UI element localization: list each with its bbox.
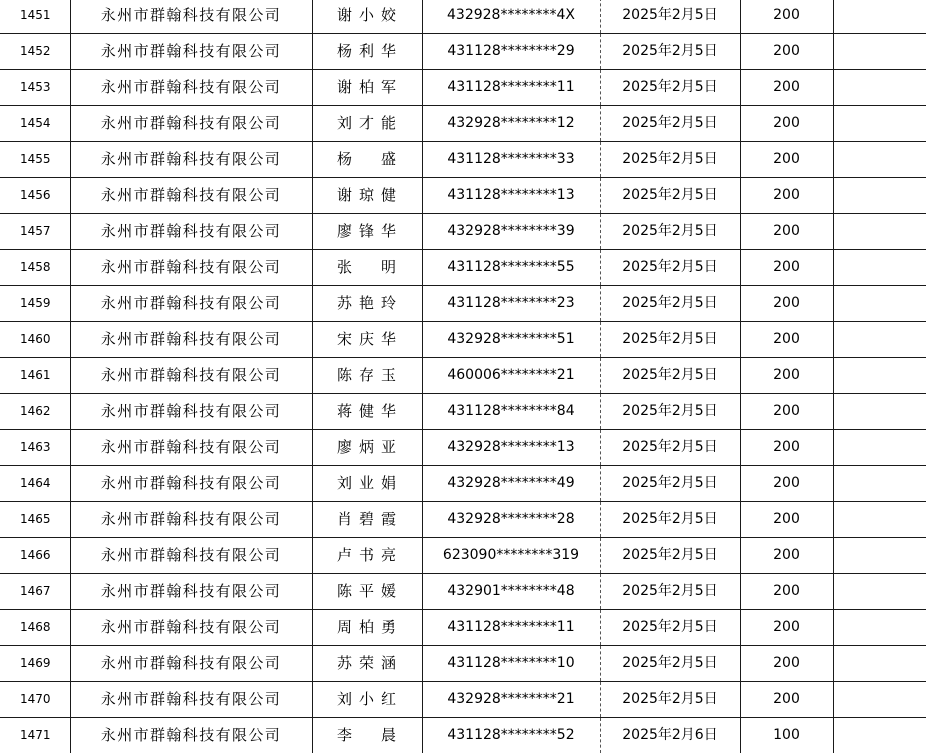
amount-cell[interactable]: 200: [740, 574, 833, 610]
person-name-cell[interactable]: 刘小红: [312, 682, 422, 718]
person-name-cell[interactable]: 谢小姣: [312, 0, 422, 34]
id-number-cell[interactable]: 460006********21: [422, 358, 600, 394]
company-cell[interactable]: 永州市群翰科技有限公司: [70, 574, 312, 610]
amount-cell[interactable]: 200: [740, 646, 833, 682]
amount-cell[interactable]: 200: [740, 502, 833, 538]
person-name-cell[interactable]: 刘才能: [312, 106, 422, 142]
date-cell[interactable]: 2025年2月5日: [600, 466, 740, 502]
date-cell[interactable]: 2025年2月6日: [600, 718, 740, 753]
amount-cell[interactable]: 200: [740, 70, 833, 106]
serial-number-cell[interactable]: 1467: [0, 574, 70, 610]
id-number-cell[interactable]: 431128********33: [422, 142, 600, 178]
amount-cell[interactable]: 200: [740, 430, 833, 466]
company-cell[interactable]: 永州市群翰科技有限公司: [70, 646, 312, 682]
id-number-cell[interactable]: 431128********11: [422, 610, 600, 646]
table-row: [0, 106, 926, 142]
date-cell[interactable]: 2025年2月5日: [600, 178, 740, 214]
id-number-cell[interactable]: 623090********319: [422, 538, 600, 574]
empty-note-cell[interactable]: [833, 430, 926, 466]
date-cell[interactable]: 2025年2月5日: [600, 142, 740, 178]
amount-cell[interactable]: 200: [740, 682, 833, 718]
company-cell[interactable]: 永州市群翰科技有限公司: [70, 538, 312, 574]
date-cell[interactable]: 2025年2月5日: [600, 34, 740, 70]
serial-number-cell[interactable]: 1455: [0, 142, 70, 178]
amount-cell[interactable]: 100: [740, 718, 833, 753]
date-cell[interactable]: 2025年2月5日: [600, 358, 740, 394]
amount-cell[interactable]: 200: [740, 394, 833, 430]
serial-number-cell[interactable]: 1453: [0, 70, 70, 106]
date-cell[interactable]: 2025年2月5日: [600, 646, 740, 682]
id-number-cell[interactable]: 432928********49: [422, 466, 600, 502]
empty-note-cell[interactable]: [833, 646, 926, 682]
company-cell[interactable]: 永州市群翰科技有限公司: [70, 502, 312, 538]
person-name-cell[interactable]: 宋庆华: [312, 322, 422, 358]
empty-note-cell[interactable]: [833, 250, 926, 286]
company-cell[interactable]: 永州市群翰科技有限公司: [70, 34, 312, 70]
amount-cell[interactable]: 200: [740, 250, 833, 286]
company-cell[interactable]: 永州市群翰科技有限公司: [70, 394, 312, 430]
company-cell[interactable]: 永州市群翰科技有限公司: [70, 106, 312, 142]
id-number-cell[interactable]: 431128********11: [422, 70, 600, 106]
serial-number-cell[interactable]: 1451: [0, 0, 70, 34]
amount-cell[interactable]: 200: [740, 610, 833, 646]
person-name-cell[interactable]: 陈存玉: [312, 358, 422, 394]
table-row: [0, 34, 926, 70]
person-name-cell[interactable]: 廖锋华: [312, 214, 422, 250]
table-row: [0, 466, 926, 502]
company-cell[interactable]: 永州市群翰科技有限公司: [70, 718, 312, 753]
date-cell[interactable]: 2025年2月5日: [600, 0, 740, 34]
table-row: [0, 610, 926, 646]
company-cell[interactable]: 永州市群翰科技有限公司: [70, 250, 312, 286]
company-cell[interactable]: 永州市群翰科技有限公司: [70, 358, 312, 394]
person-name-cell[interactable]: 杨利华: [312, 34, 422, 70]
id-number-cell[interactable]: 432928********4X: [422, 0, 600, 34]
id-number-cell[interactable]: 431128********13: [422, 178, 600, 214]
person-name-cell[interactable]: 苏荣涵: [312, 646, 422, 682]
serial-number-cell[interactable]: 1466: [0, 538, 70, 574]
table-row: [0, 70, 926, 106]
person-name-cell[interactable]: 周柏勇: [312, 610, 422, 646]
serial-number-cell[interactable]: 1470: [0, 682, 70, 718]
company-cell[interactable]: 永州市群翰科技有限公司: [70, 610, 312, 646]
date-cell[interactable]: 2025年2月5日: [600, 430, 740, 466]
date-cell[interactable]: 2025年2月5日: [600, 106, 740, 142]
table-row: [0, 358, 926, 394]
amount-cell[interactable]: 200: [740, 358, 833, 394]
table-row: [0, 286, 926, 322]
id-number-cell[interactable]: 431128********84: [422, 394, 600, 430]
company-cell[interactable]: 永州市群翰科技有限公司: [70, 682, 312, 718]
empty-note-cell[interactable]: [833, 358, 926, 394]
date-cell[interactable]: 2025年2月5日: [600, 250, 740, 286]
serial-number-cell[interactable]: 1454: [0, 106, 70, 142]
id-number-cell[interactable]: 431128********52: [422, 718, 600, 753]
table-row: [0, 250, 926, 286]
amount-cell[interactable]: 200: [740, 322, 833, 358]
person-name-cell[interactable]: 蒋健华: [312, 394, 422, 430]
company-cell[interactable]: 永州市群翰科技有限公司: [70, 322, 312, 358]
table-row: [0, 322, 926, 358]
serial-number-cell[interactable]: 1461: [0, 358, 70, 394]
id-number-cell[interactable]: 432901********48: [422, 574, 600, 610]
id-number-cell[interactable]: 432928********12: [422, 106, 600, 142]
table-row: [0, 394, 926, 430]
company-cell[interactable]: 永州市群翰科技有限公司: [70, 70, 312, 106]
person-name-cell[interactable]: 卢书亮: [312, 538, 422, 574]
person-name-cell[interactable]: 谢琼健: [312, 178, 422, 214]
amount-cell[interactable]: 200: [740, 34, 833, 70]
person-name-cell[interactable]: 李 晨: [312, 718, 422, 753]
amount-cell[interactable]: 200: [740, 538, 833, 574]
id-number-cell[interactable]: 431128********23: [422, 286, 600, 322]
person-name-cell[interactable]: 刘业娟: [312, 466, 422, 502]
empty-note-cell[interactable]: [833, 610, 926, 646]
table-row: [0, 214, 926, 250]
empty-note-cell[interactable]: [833, 34, 926, 70]
date-cell[interactable]: 2025年2月5日: [600, 214, 740, 250]
person-name-cell[interactable]: 陈平媛: [312, 574, 422, 610]
id-number-cell[interactable]: 432928********39: [422, 214, 600, 250]
empty-note-cell[interactable]: [833, 142, 926, 178]
table-row: [0, 718, 926, 753]
amount-cell[interactable]: 200: [740, 286, 833, 322]
serial-number-cell[interactable]: 1457: [0, 214, 70, 250]
date-cell[interactable]: 2025年2月5日: [600, 286, 740, 322]
id-number-cell[interactable]: 432928********13: [422, 430, 600, 466]
table-row: [0, 538, 926, 574]
date-cell[interactable]: 2025年2月5日: [600, 502, 740, 538]
amount-cell[interactable]: 200: [740, 178, 833, 214]
table-row: [0, 574, 926, 610]
company-cell[interactable]: 永州市群翰科技有限公司: [70, 178, 312, 214]
serial-number-cell[interactable]: 1468: [0, 610, 70, 646]
date-cell[interactable]: 2025年2月5日: [600, 70, 740, 106]
serial-number-cell[interactable]: 1456: [0, 178, 70, 214]
serial-number-cell[interactable]: 1465: [0, 502, 70, 538]
person-name-cell[interactable]: 廖炳亚: [312, 430, 422, 466]
table-row: [0, 502, 926, 538]
serial-number-cell[interactable]: 1459: [0, 286, 70, 322]
serial-number-cell[interactable]: 1471: [0, 718, 70, 753]
person-name-cell[interactable]: 苏艳玲: [312, 286, 422, 322]
id-number-cell[interactable]: 431128********10: [422, 646, 600, 682]
id-number-cell[interactable]: 431128********55: [422, 250, 600, 286]
amount-cell[interactable]: 200: [740, 142, 833, 178]
date-cell[interactable]: 2025年2月5日: [600, 610, 740, 646]
table-row: [0, 430, 926, 466]
serial-number-cell[interactable]: 1469: [0, 646, 70, 682]
empty-note-cell[interactable]: [833, 502, 926, 538]
empty-note-cell[interactable]: [833, 718, 926, 753]
empty-note-cell[interactable]: [833, 70, 926, 106]
amount-cell[interactable]: 200: [740, 106, 833, 142]
company-cell[interactable]: 永州市群翰科技有限公司: [70, 214, 312, 250]
person-name-cell[interactable]: 张 明: [312, 250, 422, 286]
id-number-cell[interactable]: 432928********21: [422, 682, 600, 718]
id-number-cell[interactable]: 431128********29: [422, 34, 600, 70]
table-row: [0, 646, 926, 682]
serial-number-cell[interactable]: 1464: [0, 466, 70, 502]
table-row: [0, 0, 926, 34]
serial-number-cell[interactable]: 1463: [0, 430, 70, 466]
amount-cell[interactable]: 200: [740, 0, 833, 34]
serial-number-cell[interactable]: 1458: [0, 250, 70, 286]
id-number-cell[interactable]: 432928********51: [422, 322, 600, 358]
company-cell[interactable]: 永州市群翰科技有限公司: [70, 0, 312, 34]
date-cell[interactable]: 2025年2月5日: [600, 538, 740, 574]
amount-cell[interactable]: 200: [740, 214, 833, 250]
company-cell[interactable]: 永州市群翰科技有限公司: [70, 466, 312, 502]
empty-note-cell[interactable]: [833, 394, 926, 430]
empty-note-cell[interactable]: [833, 178, 926, 214]
empty-note-cell[interactable]: [833, 214, 926, 250]
amount-cell[interactable]: 200: [740, 466, 833, 502]
empty-note-cell[interactable]: [833, 322, 926, 358]
date-cell[interactable]: 2025年2月5日: [600, 574, 740, 610]
empty-note-cell[interactable]: [833, 0, 926, 34]
empty-note-cell[interactable]: [833, 574, 926, 610]
company-cell[interactable]: 永州市群翰科技有限公司: [70, 430, 312, 466]
person-name-cell[interactable]: 杨 盛: [312, 142, 422, 178]
person-name-cell[interactable]: 谢柏军: [312, 70, 422, 106]
company-cell[interactable]: 永州市群翰科技有限公司: [70, 142, 312, 178]
serial-number-cell[interactable]: 1460: [0, 322, 70, 358]
company-cell[interactable]: 永州市群翰科技有限公司: [70, 286, 312, 322]
empty-note-cell[interactable]: [833, 682, 926, 718]
empty-note-cell[interactable]: [833, 466, 926, 502]
table-row: [0, 142, 926, 178]
empty-note-cell[interactable]: [833, 538, 926, 574]
table-row: [0, 178, 926, 214]
table-row: [0, 682, 926, 718]
serial-number-cell[interactable]: 1462: [0, 394, 70, 430]
serial-number-cell[interactable]: 1452: [0, 34, 70, 70]
id-number-cell[interactable]: 432928********28: [422, 502, 600, 538]
empty-note-cell[interactable]: [833, 106, 926, 142]
date-cell[interactable]: 2025年2月5日: [600, 394, 740, 430]
person-name-cell[interactable]: 肖碧霞: [312, 502, 422, 538]
date-cell[interactable]: 2025年2月5日: [600, 682, 740, 718]
empty-note-cell[interactable]: [833, 286, 926, 322]
date-cell[interactable]: 2025年2月5日: [600, 322, 740, 358]
